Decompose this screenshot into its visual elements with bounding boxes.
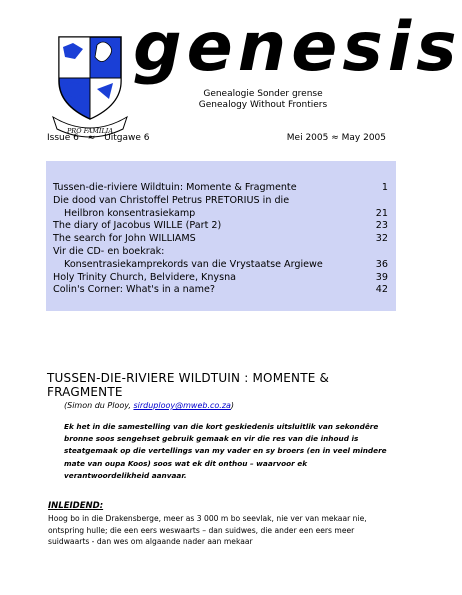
toc-entry-title: Holy Trinity Church, Belvidere, Knysna <box>53 271 237 283</box>
article-intro: Ek het in die samestelling van die kort geskiedenis uitsluitlik van sekondêre bronne soos sengehset gebruik gemaak en vir die res van die inhoud is steatgemaak op die vertellings van my vader en sy broers (en in veel mindere mate van oupa Koos) soos wat ek dit onthou – waarvoor ek verantwoordelikheid aanvaar. <box>64 422 387 480</box>
toc-entry[interactable] <box>53 246 388 259</box>
issue-en: Issue 6 <box>47 133 79 143</box>
toc-entry[interactable] <box>53 272 388 285</box>
tagline-english: Genealogy Without Frontiers <box>198 100 328 110</box>
toc-entry[interactable] <box>53 220 388 233</box>
toc-entry-title: Heilbron konsentrasiekamp <box>64 207 196 219</box>
byline-close: ) <box>230 401 235 410</box>
tagline-afrikaans: Genealogie Sonder grense <box>203 89 323 99</box>
toc-entry[interactable] <box>53 259 388 272</box>
issue-separator: ≈ <box>87 133 96 143</box>
toc-entry-title: Konsentrasiekamprekords van die Vrystaatse Argiewe <box>64 258 323 270</box>
toc-entry-page: 36 <box>375 258 388 270</box>
table-of-contents <box>46 161 396 311</box>
toc-entry-title: Tussen-die-riviere Wildtuin: Momente & Fragmente <box>53 182 297 193</box>
toc-list <box>53 182 388 297</box>
toc-entry-page: 32 <box>375 233 388 245</box>
toc-entry[interactable] <box>53 195 388 208</box>
toc-entry-page: 23 <box>375 220 388 232</box>
toc-entry-title: The diary of Jacobus WILLE (Part 2) <box>53 220 222 232</box>
toc-entry-page: 42 <box>375 284 388 296</box>
author-email-link[interactable]: sirduplooy@mweb.co.za <box>133 401 231 410</box>
toc-entry[interactable] <box>53 182 388 195</box>
toc-entry[interactable] <box>53 208 388 221</box>
article-body: Hoog bo in die Drakensberge, meer as 3 000 m bo seevlak, nie ver van mekaar nie, ontspring hulle; die een eers weswaarts – dan suidwes, die ander een eers meer suidwaarts - dan wes om algaande nader aan mekaar <box>48 514 367 547</box>
issue-number <box>47 133 156 143</box>
toc-entry-title: Die dood van Christoffel Petrus PRETORIUS in die <box>53 194 290 206</box>
masthead-title: genesis <box>133 8 462 87</box>
section-heading: INLEIDEND: <box>48 501 104 511</box>
toc-entry-title: Vir die CD- en boekrak: <box>53 245 165 257</box>
article-byline <box>64 401 234 410</box>
toc-entry-page: 1 <box>381 182 388 193</box>
toc-entry-page: 21 <box>375 207 388 219</box>
issue-date: Mei 2005 ≈ May 2005 <box>286 133 386 143</box>
toc-entry-title: Colin's Corner: What's in a name? <box>53 284 215 296</box>
article-title: TUSSEN-DIE-RIVIERE WILDTUIN : MOMENTE & FRAGMENTE <box>47 371 330 399</box>
toc-entry-page: 39 <box>375 271 388 283</box>
toc-entry[interactable] <box>53 233 388 246</box>
toc-entry[interactable] <box>53 284 388 297</box>
issue-af: Uitgawe 6 <box>104 133 150 143</box>
crest-logo <box>51 33 129 143</box>
toc-entry-title: The search for John WILLIAMS <box>53 233 196 245</box>
crest-motto: PRO FAMILIA <box>66 127 114 135</box>
byline-author: (Simon du Plooy, <box>64 401 134 410</box>
